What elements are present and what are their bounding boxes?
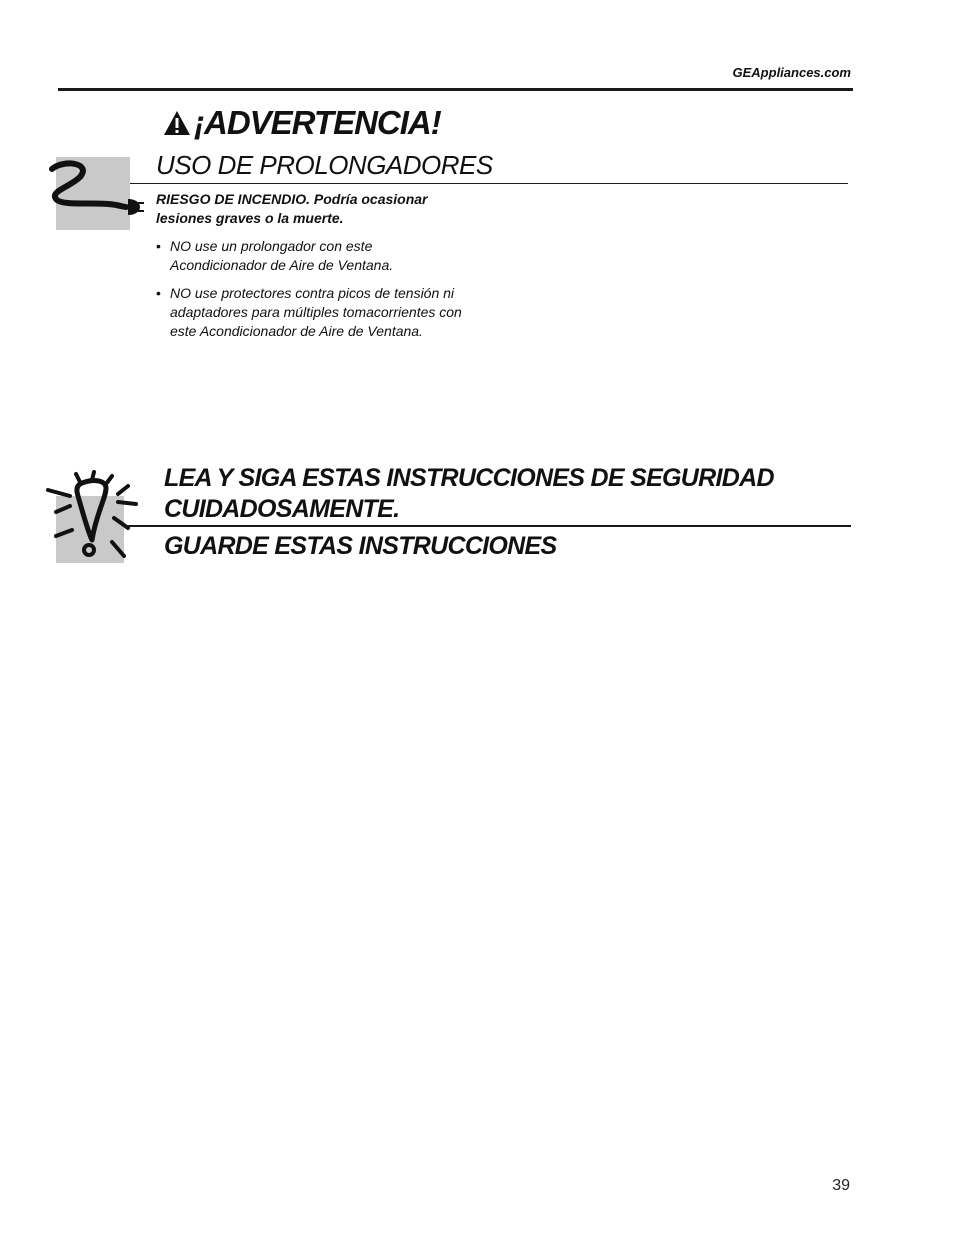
bullet-item bbox=[156, 237, 496, 275]
bullet-line: Acondicionador de Aire de Ventana. bbox=[170, 257, 394, 273]
fire-risk-statement bbox=[156, 190, 476, 228]
site-url: GEAppliances.com bbox=[732, 65, 851, 80]
page-number: 39 bbox=[832, 1177, 850, 1194]
bullet-dot: • bbox=[156, 285, 161, 301]
safety-instructions-heading bbox=[164, 463, 784, 525]
bullet-line: NO use protectores contra picos de tensión ni bbox=[170, 285, 455, 301]
safety-divider bbox=[124, 525, 851, 527]
power-cord-icon bbox=[44, 157, 144, 227]
bullet-line: este Acondicionador de Aire de Ventana. bbox=[170, 323, 423, 339]
heading-line: LEA Y SIGA ESTAS INSTRUCCIONES DE SEGURIDAD bbox=[164, 464, 774, 492]
section-title-extension-cords: USO DE PROLONGADORES bbox=[156, 150, 493, 180]
bullet-item bbox=[156, 284, 496, 341]
heading-line: CUIDADOSAMENTE. bbox=[164, 495, 400, 523]
top-divider bbox=[58, 88, 853, 91]
bullet-dot: • bbox=[156, 238, 161, 254]
exclamation-icon bbox=[44, 470, 144, 570]
bullet-line: NO use un prolongador con este bbox=[170, 238, 373, 254]
warning-triangle-icon bbox=[162, 108, 192, 138]
warning-heading bbox=[162, 104, 441, 142]
risk-line: RIESGO DE INCENDIO. Podría ocasionar bbox=[156, 191, 428, 207]
warning-title: ¡ADVERTENCIA! bbox=[194, 104, 441, 141]
section-divider bbox=[130, 183, 848, 184]
bullet-line: adaptadores para múltiples tomacorrientes con bbox=[170, 304, 462, 320]
save-instructions-heading: GUARDE ESTAS INSTRUCCIONES bbox=[164, 532, 557, 560]
risk-line: lesiones graves o la muerte. bbox=[156, 210, 344, 226]
